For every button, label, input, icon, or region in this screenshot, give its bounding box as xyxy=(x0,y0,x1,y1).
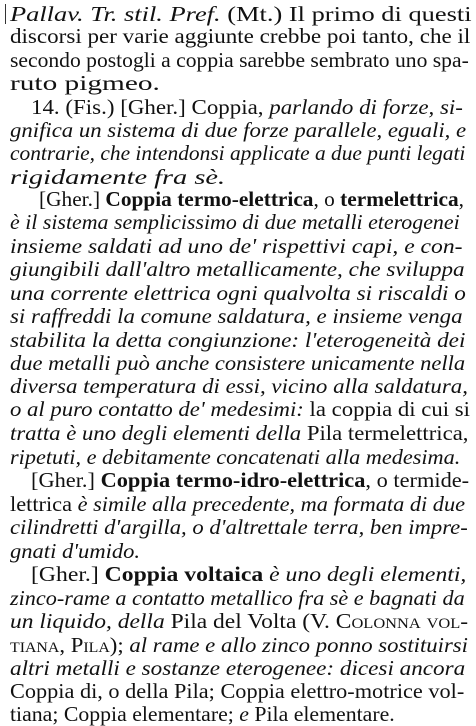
text-line xyxy=(10,702,395,726)
text-run: insieme saldati ad uno de' rispettivi capi, e con- xyxy=(10,234,463,258)
text-line xyxy=(10,515,468,539)
text-run: Coppia di, o della Pila; Coppia elettro-motrice vol- xyxy=(10,679,465,703)
text-run: discorsi per varie aggiunte crebbe poi tanto, che il xyxy=(10,24,471,48)
text-run: Pila del Volta xyxy=(170,609,297,633)
text-line xyxy=(10,328,465,352)
text-run: lettrica xyxy=(10,492,78,516)
text-run: rigidamente fra sè. xyxy=(10,165,226,189)
text-line xyxy=(10,633,468,657)
text-line xyxy=(10,656,465,680)
text-line xyxy=(10,281,466,305)
text-run: [Gher.] xyxy=(31,468,101,492)
text-run: stabilita la detta congiunzione: l'eterogeneità dei xyxy=(10,328,466,352)
text-run: gnifica un sistema di due forze parallele, eguali, e xyxy=(10,118,467,142)
text-run: tratta è uno degli elementi della xyxy=(10,421,307,445)
text-line xyxy=(10,421,468,445)
text-run: tiana; Coppia elementare; xyxy=(10,702,240,726)
text-line xyxy=(10,71,160,95)
text-line xyxy=(10,304,463,328)
text-line xyxy=(31,468,469,492)
text-line xyxy=(10,586,465,610)
text-run: gnati d'umido. xyxy=(10,539,141,563)
headword: Coppia voltaica xyxy=(104,562,264,586)
text-run: parlando di forze, si- xyxy=(269,95,463,119)
text-line xyxy=(31,95,463,119)
text-run: secondo postogli a coppia sarebbe sembrato uno spa- xyxy=(10,48,469,72)
text-run: (V. xyxy=(296,609,336,633)
text-run: è simile alla precedente, ma formata di due xyxy=(77,492,466,516)
text-line xyxy=(10,24,470,48)
text-run: 14. (Fis.) [Gher.] Coppia, xyxy=(31,95,270,119)
text-run: (Mt.) Il primo di questi xyxy=(220,2,472,26)
text-line xyxy=(39,187,464,211)
text-run: [Gher.] xyxy=(31,562,105,586)
text-line xyxy=(10,679,464,703)
text-run: diversa temperatura di essi, vicino alla saldatura, xyxy=(10,374,468,398)
text-line xyxy=(10,609,468,633)
text-line xyxy=(10,118,466,142)
text-run: zinco-rame a contatto metallico fra sè e bagnati da xyxy=(10,586,465,610)
text-run: è il sistema semplicissimo di due metalli eterogenei xyxy=(10,210,460,234)
text-line xyxy=(10,445,460,469)
margin-rule xyxy=(5,4,6,24)
text-run: contrarie, che intendonsi applicate a due punti legati xyxy=(10,141,466,165)
text-line xyxy=(10,397,470,421)
text-run: ruto pigmeo. xyxy=(10,71,160,95)
text-run: ); xyxy=(109,633,130,657)
headword: Coppia termo-elettrica xyxy=(105,187,314,211)
text-line xyxy=(10,234,462,258)
text-line xyxy=(10,165,225,189)
text-line xyxy=(10,210,460,234)
text-line xyxy=(10,492,465,516)
text-run: , o xyxy=(313,187,341,211)
text-run: [Gher.] xyxy=(39,187,106,211)
text-run: , o termide- xyxy=(365,468,470,492)
text-run: o al puro contatto de' medesimi: xyxy=(10,397,310,421)
text-run: la coppia di cui si xyxy=(309,397,470,421)
text-run: , xyxy=(458,187,465,211)
headword: termelettrica xyxy=(340,187,459,211)
text-line xyxy=(31,562,466,586)
text-line xyxy=(10,2,472,26)
text-line xyxy=(10,351,465,375)
text-run: al rame e allo zinco ponno sostituirsi xyxy=(129,633,468,657)
text-run: ripetuti, e debitamente concatenati alla medesima. xyxy=(10,445,461,469)
text-line xyxy=(10,141,465,165)
text-line xyxy=(10,374,468,398)
text-run: Pila termelettrica, xyxy=(306,421,469,445)
text-run: cilindretti d'argilla, o d'altrettale terra, ben impre- xyxy=(10,515,468,539)
text-run: Colonna vol- xyxy=(335,609,469,633)
text-run: Pila elementare. xyxy=(248,702,395,726)
text-run: e xyxy=(239,702,249,726)
headword: Coppia termo-idro-elettrica xyxy=(100,468,366,492)
text-run: due metalli può anche consistere unicamente nella xyxy=(10,351,466,375)
text-line xyxy=(10,48,469,72)
text-run: si raffreddi la comune saldatura, e insieme venga xyxy=(10,304,463,328)
text-line xyxy=(10,539,140,563)
text-line xyxy=(10,257,465,281)
text-run: un liquido, della xyxy=(10,609,171,633)
text-run: Pallav. Tr. stil. Pref. xyxy=(10,2,221,26)
text-run: una corrente elettrica ogni qualvolta si riscaldi o xyxy=(10,281,466,305)
text-run: è uno degli elementi, xyxy=(263,562,467,586)
text-run: altri metalli e sostanze eterogenee: dicesi ancora xyxy=(10,656,466,680)
text-run: giungibili dall'altro metallicamente, che sviluppa xyxy=(10,257,465,281)
text-run: tiana, Pila xyxy=(10,633,110,657)
